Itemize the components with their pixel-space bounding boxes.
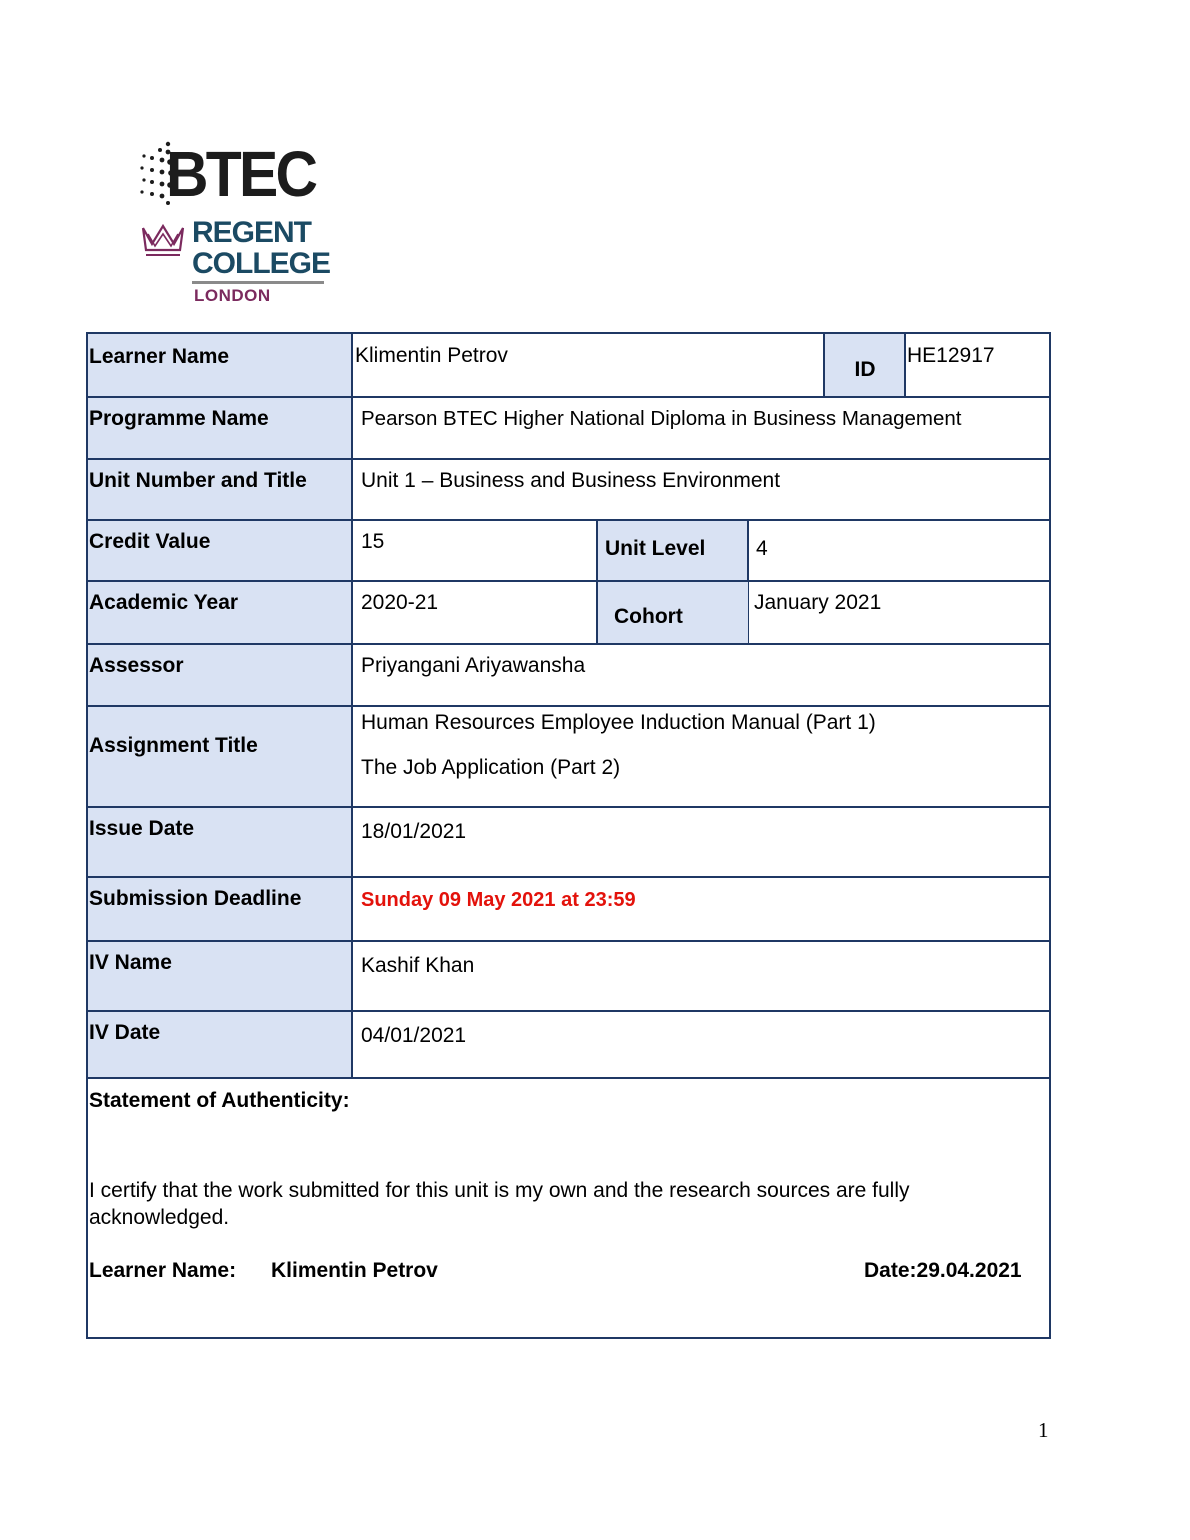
college-name-college: COLLEGE bbox=[192, 247, 331, 280]
cohort-value: January 2021 bbox=[754, 591, 882, 614]
logo-divider bbox=[192, 281, 324, 284]
unit-level-label: Unit Level bbox=[598, 521, 748, 580]
iv-name-value: Kashif Khan bbox=[361, 954, 475, 977]
learner-name-label: Learner Name bbox=[88, 334, 353, 396]
credit-value: 15 bbox=[361, 530, 385, 553]
authenticity-statement: I certify that the work submitted for this unit is my own and the research sources are fully acknowledged. bbox=[89, 1179, 910, 1229]
assignment-title-part2: The Job Application (Part 2) bbox=[361, 756, 621, 779]
assignment-title-part1: Human Resources Employee Induction Manual (Part 1) bbox=[361, 711, 876, 734]
learner-signature-label: Learner Name: bbox=[89, 1259, 237, 1282]
unit-level-value: 4 bbox=[756, 537, 768, 560]
assessor-label: Assessor bbox=[88, 643, 353, 705]
iv-name-label: IV Name bbox=[88, 940, 353, 1010]
iv-date-label: IV Date bbox=[88, 1010, 353, 1077]
college-name-regent: REGENT bbox=[192, 216, 312, 249]
page-number: 1 bbox=[1038, 1418, 1049, 1442]
programme-name-label: Programme Name bbox=[88, 396, 353, 458]
iv-date-value: 04/01/2021 bbox=[361, 1024, 467, 1047]
programme-name-value: Pearson BTEC Higher National Diploma in Business Management bbox=[361, 407, 962, 430]
college-logo bbox=[138, 138, 331, 308]
id-value: HE12917 bbox=[907, 344, 995, 367]
unit-title-label: Unit Number and Title bbox=[88, 458, 353, 519]
college-name-london: LONDON bbox=[194, 286, 271, 305]
issue-date-value: 18/01/2021 bbox=[361, 820, 467, 843]
submission-deadline-value: Sunday 09 May 2021 at 23:59 bbox=[361, 889, 636, 911]
assignment-cover-table bbox=[86, 332, 1051, 1339]
crown-icon bbox=[140, 222, 186, 258]
academic-year-label: Academic Year bbox=[88, 580, 353, 643]
btec-wordmark: BTEC bbox=[166, 138, 316, 210]
assignment-title-value bbox=[354, 705, 1049, 806]
credit-value-label: Credit Value bbox=[88, 519, 353, 580]
signature-date: Date:29.04.2021 bbox=[864, 1259, 1022, 1282]
assignment-title-label: Assignment Title bbox=[88, 705, 353, 806]
submission-deadline-label: Submission Deadline bbox=[88, 876, 353, 940]
issue-date-label: Issue Date bbox=[88, 806, 353, 876]
id-label: ID bbox=[825, 334, 905, 396]
cohort-label: Cohort bbox=[598, 582, 748, 643]
unit-title-value: Unit 1 – Business and Business Environment bbox=[361, 469, 781, 492]
authenticity-heading: Statement of Authenticity: bbox=[89, 1089, 350, 1112]
statement-of-authenticity bbox=[88, 1079, 1049, 1337]
learner-signature-name: Klimentin Petrov bbox=[271, 1259, 438, 1282]
academic-year-value: 2020-21 bbox=[361, 591, 439, 614]
learner-name-value: Klimentin Petrov bbox=[355, 344, 508, 367]
assessor-value: Priyangani Ariyawansha bbox=[361, 654, 586, 677]
